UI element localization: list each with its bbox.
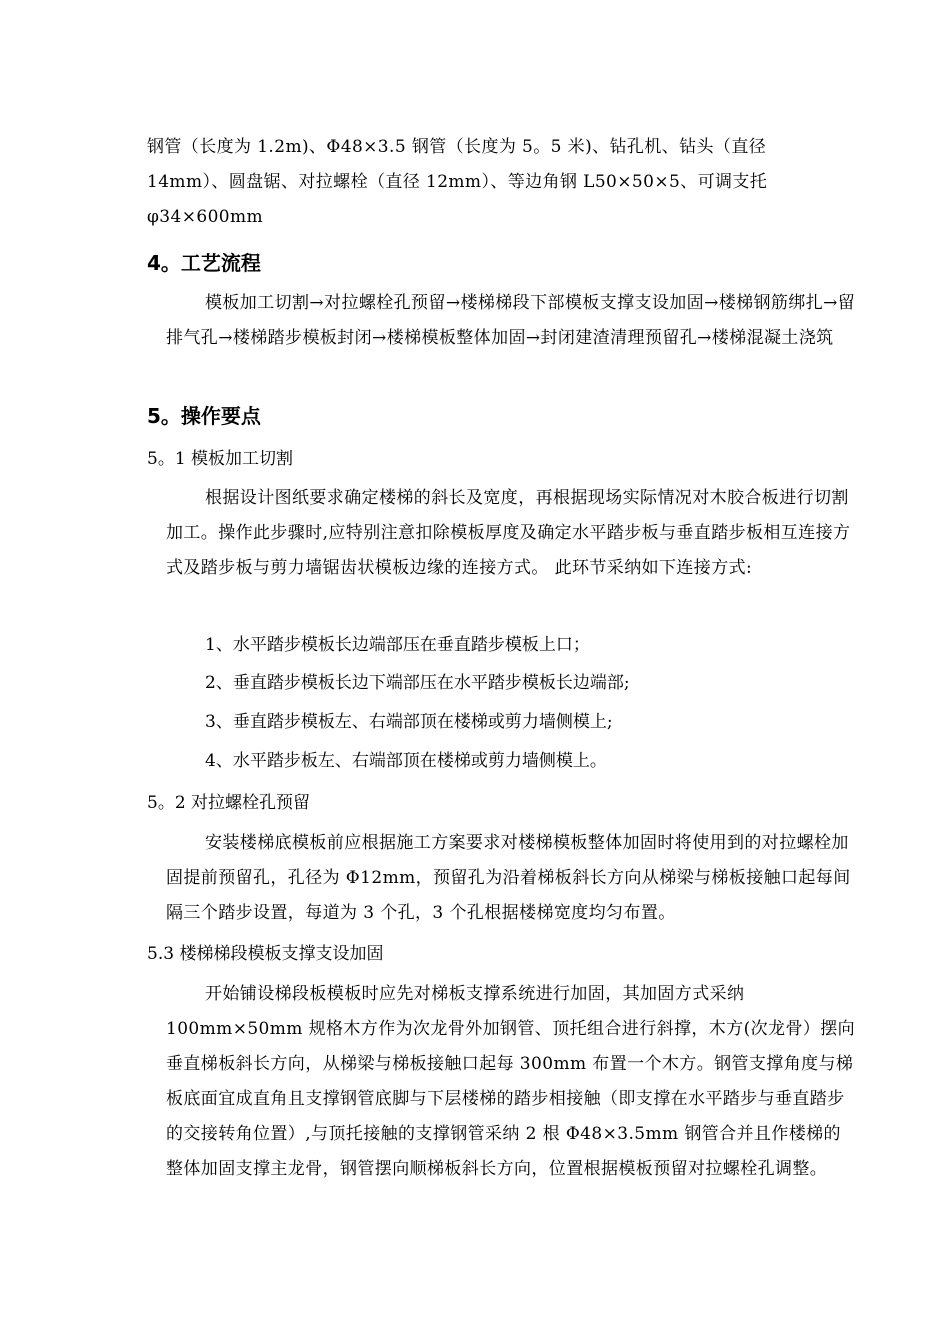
list-item: 2、垂直踏步模板长边下端部压在水平踏步模板长边端部;: [205, 673, 630, 693]
subsection-5-2-title: 5。2 对拉螺栓孔预留: [147, 793, 311, 813]
section-4-heading: 4。工艺流程: [147, 251, 261, 275]
list-item: 4、水平踏步板左、右端部顶在楼梯或剪力墙侧模上。: [205, 751, 607, 771]
section-5-heading: 5。操作要点: [147, 404, 261, 428]
section-4-body: 模板加工切割→对拉螺栓孔预留→楼梯梯段下部模板支撑支设加固→楼梯钢筋绑扎→留排气孔→楼梯踏步模板封闭→楼梯模板整体加固→封闭建渣清理预留孔→楼梯混凝土浇筑: [166, 293, 856, 348]
subsection-5-2-body: 安装楼梯底模板前应根据施工方案要求对楼梯模板整体加固时将使用到的对拉螺栓加固提前预留孔，孔径为 Φ12mm，预留孔为沿着梯板斜长方向从梯梁与梯板接触口起每间隔三个踏步设置，每道为 3 个孔，3 个孔根据楼梯宽度均匀布置。: [166, 833, 851, 923]
list-item: 1、水平踏步模板长边端部压在垂直踏步模板上口；: [205, 635, 590, 655]
subsection-5-1-body: 根据设计图纸要求确定楼梯的斜长及宽度，再根据现场实际情况对木胶合板进行切割加工。操作此步骤时,应特别注意扣除模板厚度及确定水平踏步板与垂直踏步板相互连接方式及踏步板与剪力墙锯齿状模板边缘的连接方式。 此环节采纳如下连接方式:: [166, 488, 851, 578]
subsection-5-3-title: 5.3 楼梯梯段模板支撑支设加固: [147, 944, 384, 964]
subsection-5-1-title: 5。1 模板加工切割: [147, 449, 294, 469]
list-item: 3、垂直踏步模板左、右端部顶在楼梯或剪力墙侧模上;: [205, 712, 613, 732]
subsection-5-3-body: 开始铺设梯段板模板时应先对梯板支撑系统进行加固，其加固方式采纳 100mm×50mm 规格木方作为次龙骨外加钢管、顶托组合进行斜撑，木方(次龙骨）摆向垂直梯板斜长方向，从梯梁与梯板接触口起每 300mm 布置一个木方。钢管支撑角度与梯板底面宜成直角且支撑钢管底脚与下层楼梯的踏步相接触（即支撑在水平踏步与垂直踏步的交接转角位置）,与顶托接触的支撑钢管采纳 2 根 Φ48×3.5mm 钢管合并且作楼梯的整体加固支撑主龙骨，钢管摆向顺梯板斜长方向，位置根据模板预留对拉螺栓孔调整。: [166, 984, 856, 1179]
intro-paragraph: 钢管（长度为 1.2m)、Φ48×3.5 钢管（长度为 5。5 米)、钻孔机、钻头（直径 14mm）、圆盘锯、对拉螺栓（直径 12mm）、等边角钢 L50×50×5、可调支托 φ34×600mm: [147, 137, 768, 227]
